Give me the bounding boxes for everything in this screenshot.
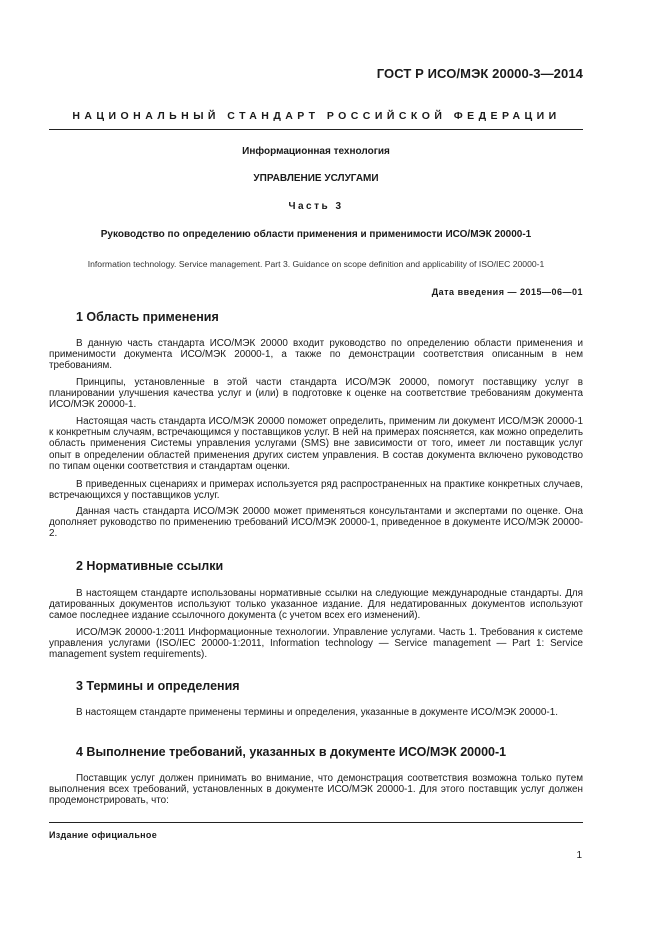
standard-code: ГОСТ Р ИСО/МЭК 20000-3—2014 xyxy=(376,66,583,81)
title-line-2: УПРАВЛЕНИЕ УСЛУГАМИ xyxy=(253,173,379,184)
introduction-date: Дата введения — 2015—06—01 xyxy=(431,287,583,297)
title-line-4: Руководство по определению области применения и применимости ИСО/МЭК 20000-1 xyxy=(100,229,532,240)
english-title: Information technology. Service management. Part 3. Guidance on scope definition and applicability of ISO/IEC 20000-1 xyxy=(87,259,545,269)
paragraph: Настоящая часть стандарта ИСО/МЭК 20000 поможет определить, применим ли документ ИСО/МЭК 20000-1 к конкретным случаям, встречающимся у поставщиков услуг. В ней на примерах поясняется, как можно определить область применения Системы управления услугами (SMS) вне зависимости от того, имеет ли поставщик услуг опыт в определении областей применения других систем управления. В состав документа включено руководство по типам оценки соответствия и стандартам оценки. xyxy=(49,416,583,472)
paragraph: В приведенных сценариях и примерах используется ряд распространенных на практике конкретных случаев, встречающихся у поставщиков услуг. xyxy=(49,479,583,502)
paragraph: В настоящем стандарте использованы нормативные ссылки на следующие международные стандарты. Для датированных документов используют только указанное издание. Для недатированных документов используют самое последнее издание ссылочного документа (с учетом всех его изменений). xyxy=(49,588,583,622)
title-line-1: Информационная технология xyxy=(242,146,390,157)
paragraph: Принципы, установленные в этой части стандарта ИСО/МЭК 20000, помогут поставщику услуг в планировании улучшения качества услуг и (или) в подготовке к оценке на соответствие требованиям документа ИСО/МЭК 20000-1. xyxy=(49,377,583,411)
paragraph: Поставщик услуг должен принимать во внимание, что демонстрация соответствия возможна только путем выполнения всех требований, установленных в документе ИСО/МЭК 20000-1. Для этого поставщик услуг должен продемонстрировать, что: xyxy=(49,773,583,807)
paragraph: В настоящем стандарте применены термины и определения, указанные в документе ИСО/МЭК 20000-1. xyxy=(76,707,558,718)
section-heading: 2 Нормативные ссылки xyxy=(76,559,224,573)
paragraph: ИСО/МЭК 20000-1:2011 Информационные технологии. Управление услугами. Часть 1. Требования к системе управления услугами (ISO/IEC 20000-1:2011, Information technology — Service management — Part 1: Service management system requirements). xyxy=(49,627,583,661)
section-heading: 3 Термины и определения xyxy=(76,679,240,693)
footer-rule xyxy=(49,822,583,823)
title-part: Часть 3 xyxy=(288,201,344,212)
paragraph: Данная часть стандарта ИСО/МЭК 20000 может применяться консультантами и экспертами по оценке. Она дополняет руководство по применению требований ИСО/МЭК 20000-1, приведенное в документе ИСО/МЭК 20000-2. xyxy=(49,506,583,540)
header-rule xyxy=(49,129,583,130)
section-heading: 4 Выполнение требований, указанных в документе ИСО/МЭК 20000-1 xyxy=(76,745,507,759)
national-standard-title: НАЦИОНАЛЬНЫЙ СТАНДАРТ РОССИЙСКОЙ ФЕДЕРАЦИИ xyxy=(72,110,561,122)
page-number: 1 xyxy=(576,850,582,861)
edition-label: Издание официальное xyxy=(49,830,158,840)
section-heading: 1 Область применения xyxy=(76,310,219,324)
paragraph: В данную часть стандарта ИСО/МЭК 20000 входит руководство по определению области применения и применимости документа ИСО/МЭК 20000-1, а также по демонстрации соответствия описанным в нем требованиям. xyxy=(49,338,583,372)
